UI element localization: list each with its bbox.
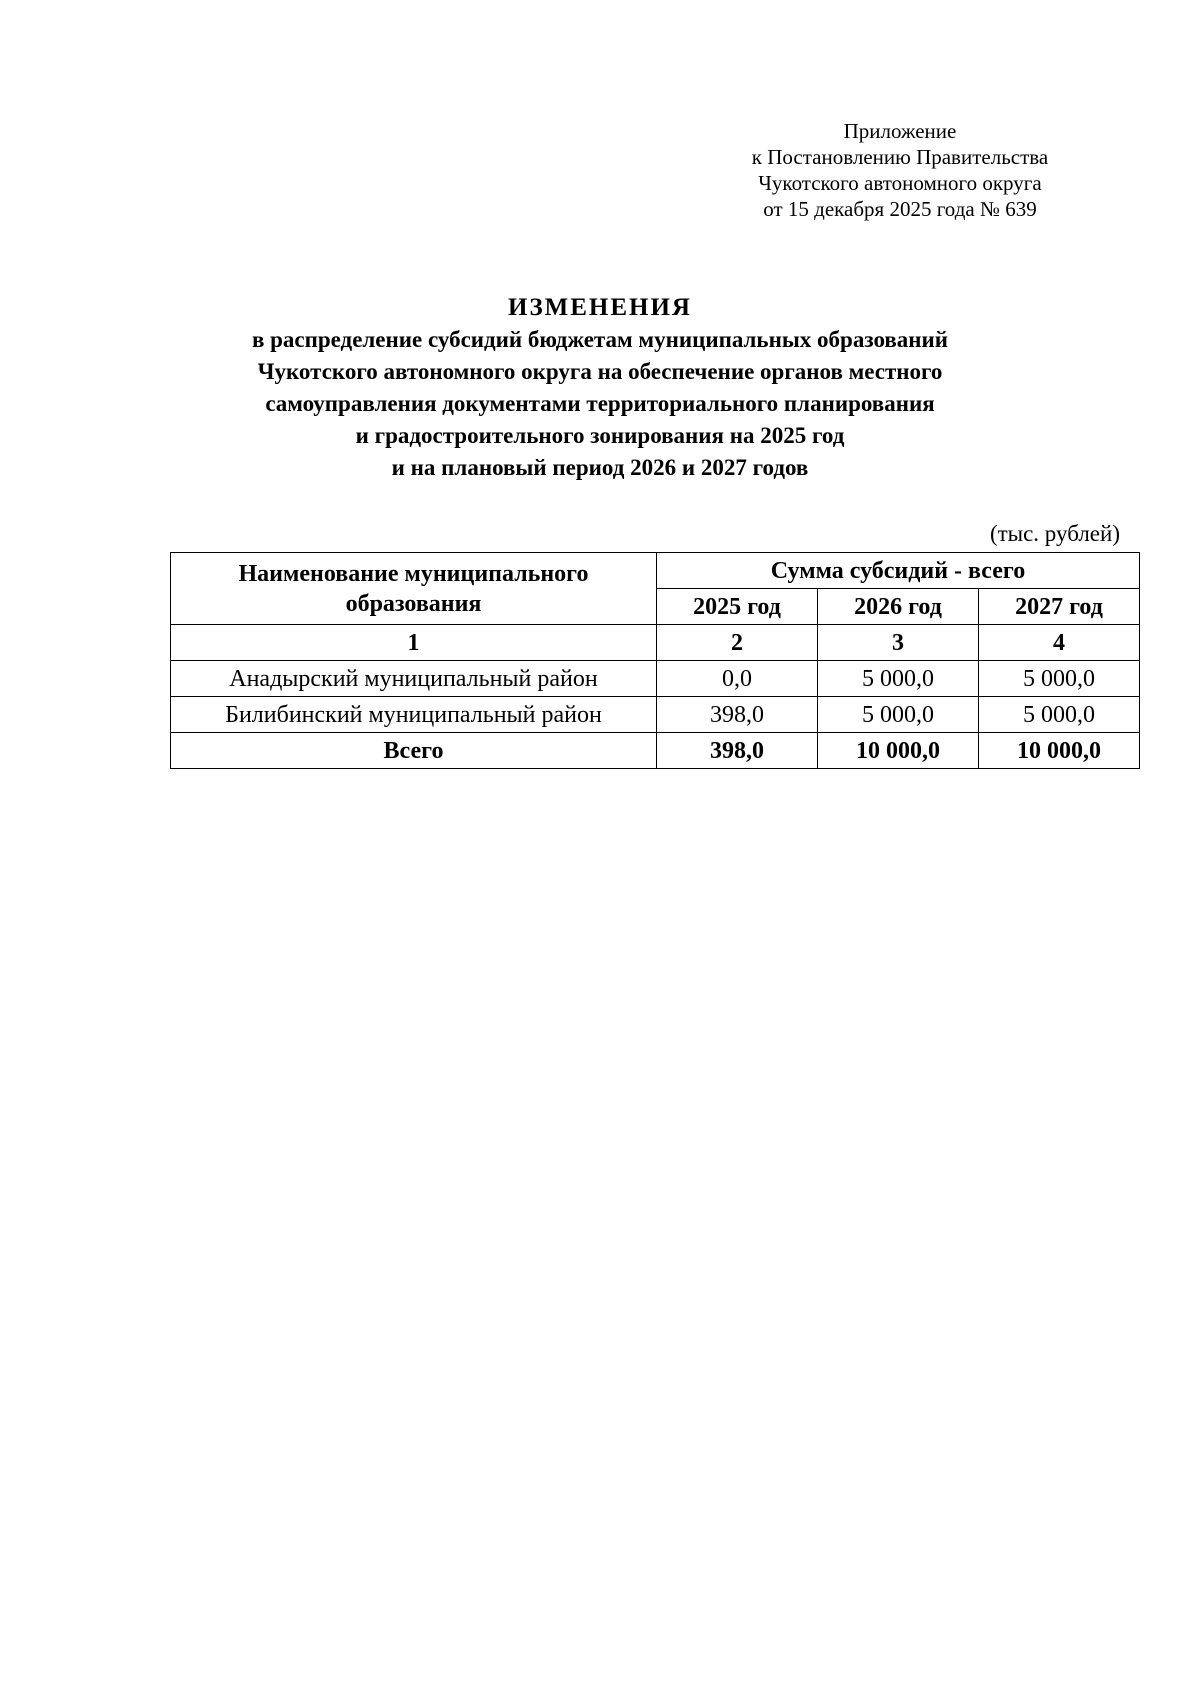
- appendix-line: от 15 декабря 2025 года № 639: [763, 197, 1037, 221]
- table-total-row: [171, 733, 1140, 769]
- value-2026: 5 000,0: [818, 697, 979, 733]
- subtitle-line: и градостроительного зонирования на 2025 год: [355, 423, 845, 448]
- column-number: 4: [979, 625, 1140, 661]
- table-row: [171, 661, 1140, 697]
- subtitle-line: Чукотского автономного округа на обеспечение органов местного: [257, 359, 943, 384]
- municipality-name: Анадырский муниципальный район: [171, 661, 657, 697]
- units-label: (тыс. рублей): [989, 521, 1120, 546]
- value-2027: 5 000,0: [979, 661, 1140, 697]
- municipality-name: Билибинский муниципальный район: [171, 697, 657, 733]
- total-2026: 10 000,0: [818, 733, 979, 769]
- subtitle-line: самоуправления документами территориального планирования: [265, 391, 935, 416]
- column-number-row: [171, 625, 1140, 661]
- value-2025: 398,0: [657, 697, 818, 733]
- appendix-line: Чукотского автономного округа: [758, 171, 1042, 195]
- subtitle-line: и на плановый период 2026 и 2027 годов: [391, 455, 809, 480]
- value-2027: 5 000,0: [979, 697, 1140, 733]
- value-2025: 0,0: [657, 661, 818, 697]
- appendix-line: Приложение: [843, 119, 957, 143]
- total-2027: 10 000,0: [979, 733, 1140, 769]
- table-header-row: [171, 553, 1140, 589]
- header-year-2026: 2026 год: [818, 589, 979, 625]
- subtitle-line: в распределение субсидий бюджетам муниципальных образований: [251, 327, 949, 352]
- header-subsidy-total: Сумма субсидий - всего: [657, 553, 1140, 589]
- table-row: [171, 697, 1140, 733]
- document-title: ИЗМЕНЕНИЯ: [508, 294, 692, 321]
- total-label: Всего: [171, 733, 657, 769]
- total-2025: 398,0: [657, 733, 818, 769]
- column-number: 2: [657, 625, 818, 661]
- appendix-line: к Постановлению Правительства: [751, 145, 1049, 169]
- appendix-header: [720, 118, 1080, 222]
- document-subtitle: [150, 324, 1050, 484]
- value-2026: 5 000,0: [818, 661, 979, 697]
- subsidies-table: [170, 552, 1140, 769]
- column-number: 3: [818, 625, 979, 661]
- document-title-block: [150, 292, 1050, 484]
- header-municipality: Наименование муниципального образования: [171, 553, 657, 625]
- column-number: 1: [171, 625, 657, 661]
- header-year-2025: 2025 год: [657, 589, 818, 625]
- header-year-2027: 2027 год: [979, 589, 1140, 625]
